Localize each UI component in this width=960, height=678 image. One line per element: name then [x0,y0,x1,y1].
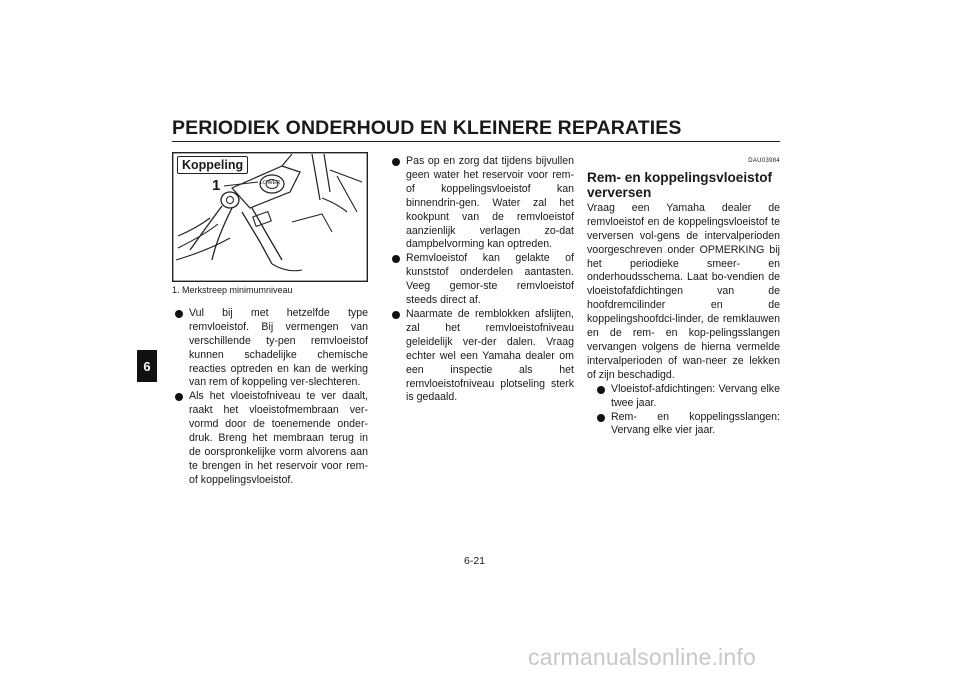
list-item [389,155,574,252]
col2-bullet-list [389,155,574,405]
chapter-tab: 6 [137,350,157,382]
column-left [172,152,368,488]
bullet-text: Vloeistof-afdichtingen: Vervang elke twee jaar. [611,382,780,409]
bullet-icon [392,311,400,319]
bullet-text: Als het vloeistofniveau te ver daalt, raakt het vloeistofmembraan ver-vormd door de toenemende onder-druk. Breng het membraan terug in de oorspronkelijke vorm alvorens aan te brengen in het reservoir voor rem- of koppelingsvloeistof. [189,390,368,486]
bullet-icon [175,393,183,401]
bullet-text: Remvloeistof kan gelakte of kunststof onderdelen aantasten. Veeg gemor-ste remvloeistof steeds direct af. [406,252,574,307]
bullet-icon [175,310,183,318]
reference-code: DAU03984 [748,158,780,164]
bullet-text: Vul bij met hetzelfde type remvloeistof. Bij vermengen van verschillende ty-pen remvloeistof kunnen schadelijke chemische reacties optreden en kan de werking van rem of koppeling ver-slechteren. [189,306,368,389]
bullet-text: Rem- en koppelingsslangen: Vervang elke vier jaar. [611,410,780,437]
list-item [594,411,780,439]
bullet-text: Naarmate de remblokken afslijten, zal het remvloeistofniveau geleidelijk ver-der dalen. Vraag echter wel een Yamaha dealer om een inspectie als het remvloeistofniveau plotseling sterk is gedaald. [406,307,574,404]
watermark: carmanualsonline.info [528,644,756,670]
bullet-icon [392,255,400,263]
figure-label: Koppeling [177,156,248,174]
list-item [172,307,368,390]
column-middle [389,155,574,405]
column-right [587,155,780,438]
bullet-icon [597,386,605,394]
col1-bullet-list [172,307,368,488]
section-paragraph: Vraag een Yamaha dealer de remvloeistof en de koppelingsvloeistof te verversen vol-gens de intervalperioden voorgeschreven onder OPMERKING bij het periodieke smeer- en onderhoudsschema. Laat bo-vendien de vloeistofafdichtingen van de hoofdremcilinder en de koppelingshoofdci-linder, de remklauwen en de rem- en kop-pelingsslangen vervangen volgens de hierna vermelde intervalperioden of wan-neer ze lekken of zijn beschadigd. [587,201,780,381]
page-title: PERIODIEK ONDERHOUD EN KLEINERE REPARATIES [172,117,682,139]
reservoir-lower-mark: LOWER [260,180,281,186]
list-item [594,383,780,411]
list-item [389,308,574,405]
figure-callout-number: 1 [212,177,221,194]
list-item [172,390,368,487]
figure-caption: 1. Merkstreep minimumniveau [172,285,293,295]
bullet-icon [392,158,400,166]
section-heading: Rem- en koppelingsvloeistof verversen [587,169,773,200]
clutch-reservoir-figure [172,152,368,282]
page-number: 6-21 [464,555,486,567]
bullet-icon [597,414,605,422]
section-bullet-list [594,383,780,439]
title-rule [172,141,780,142]
list-item [389,252,574,308]
bullet-text: Pas op en zorg dat tijdens bijvullen geen water het reservoir voor rem- of koppelingsvloeistof kan binnendrin-gen. Water zal het kookpunt van de remvloeistof aanzienlijk verlagen zo-dat dampbelvorming kan optreden. [406,155,574,251]
